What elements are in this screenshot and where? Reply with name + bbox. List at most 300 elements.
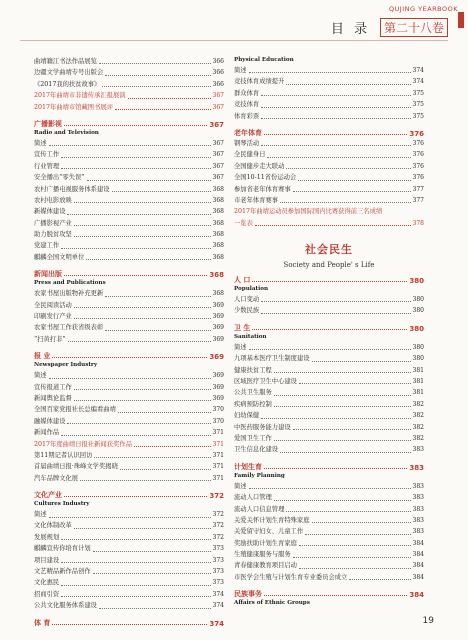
leader-dots [99, 607, 211, 609]
toc-entry-title: 竞技体育 [234, 101, 260, 109]
toc-entry-title: 发展规划 [34, 533, 60, 541]
toc-entry-page: 376 [412, 174, 424, 182]
leader-dots [293, 190, 411, 192]
toc-entry[interactable] [34, 195, 224, 206]
toc-entry[interactable] [234, 99, 424, 110]
leader-dots [61, 167, 210, 169]
toc-entry[interactable] [34, 370, 224, 381]
leader-dots [74, 527, 211, 529]
toc-entry[interactable] [34, 521, 224, 532]
section-page: 376 [409, 129, 424, 138]
leader-dots [249, 71, 411, 73]
leader-dots [274, 499, 411, 501]
toc-entry-page: 370 [212, 417, 224, 425]
toc-entry-page: 378 [412, 219, 424, 227]
toc-entry-page: 368 [212, 185, 224, 193]
toc-left-column [34, 56, 224, 628]
toc-entry-title: 关爱留守妇女、儿童工作 [234, 528, 304, 536]
toc-entry-page: 381 [412, 378, 424, 386]
leader-dots [299, 567, 411, 569]
toc-section [234, 461, 424, 584]
toc-entry-page: 382 [412, 412, 424, 420]
leader-dots [61, 595, 210, 597]
toc-entry-title: 招商引资 [34, 590, 60, 598]
toc-entry-page: 368 [212, 208, 224, 216]
toc-entry[interactable] [34, 555, 224, 566]
toc-section [34, 489, 224, 612]
toc-entry-title: 新媒体建设 [34, 208, 66, 216]
toc-entry-page: 376 [412, 162, 424, 170]
toc-entry-page: 367 [212, 139, 224, 147]
toc-entry-title: 生殖健康服务与服务 [234, 551, 291, 559]
leader-dots [64, 496, 207, 497]
toc-entry[interactable] [34, 461, 224, 472]
toc-entry-page: 366 [212, 57, 224, 65]
toc-entry[interactable] [34, 102, 224, 113]
leader-dots [249, 348, 411, 350]
toc-entry-page: 372 [212, 522, 224, 530]
toc-entry-page: 368 [212, 219, 224, 227]
toc-entry-page: 369 [212, 383, 224, 391]
toc-entry[interactable] [34, 56, 224, 67]
leader-dots [261, 312, 410, 314]
leader-dots [61, 156, 210, 158]
leader-dots [305, 533, 410, 535]
toc-entry-page: 382 [412, 423, 424, 431]
toc-entry-title: 疾病预防控制 [234, 400, 272, 408]
section-heading[interactable] [34, 268, 224, 279]
toc-entry[interactable] [34, 172, 224, 183]
toc-entry[interactable] [34, 543, 224, 554]
toc-entry[interactable] [34, 67, 224, 78]
section-english-title: Cultures Industry [34, 501, 90, 508]
toc-entry-page: 383 [412, 516, 424, 524]
toc-entry[interactable] [34, 161, 224, 172]
toc-entry-page: 371 [212, 463, 224, 471]
leader-dots [67, 213, 210, 215]
yearbook-brand: QUJING YEARBOOK [388, 5, 458, 13]
toc-entry-page: 371 [212, 451, 224, 459]
chapter-heading [234, 241, 424, 269]
toc-entry-title: 一览表 [234, 219, 253, 227]
toc-entry[interactable] [234, 111, 424, 122]
leader-dots [299, 544, 411, 546]
toc-entry-title: 农家书屋工作获省级表彰 [34, 324, 104, 332]
leader-dots [61, 584, 210, 586]
leader-dots [252, 281, 407, 282]
section-english-title: Affairs of Ethnic Groups [234, 600, 310, 607]
toc-entry[interactable] [34, 439, 224, 450]
leader-dots [49, 516, 211, 518]
section-heading[interactable] [34, 617, 224, 628]
toc-entry[interactable] [234, 572, 424, 583]
toc-entry-page: 374 [212, 590, 224, 598]
toc-entry-title: 2017年度曲靖日报社新闻获奖作品 [34, 440, 132, 448]
leader-dots [68, 340, 211, 342]
toc-entry-title: 简述 [34, 139, 47, 147]
section-english-title: Press and Publications [34, 280, 106, 287]
toc-entry[interactable] [234, 444, 424, 455]
leader-dots [74, 235, 211, 237]
toc-entry-title: 爱国卫生工作 [234, 434, 272, 442]
section-english-title: Population [234, 286, 269, 293]
volume-label: 第二十八卷 [380, 18, 448, 37]
leader-dots [261, 144, 410, 146]
leader-dots [267, 156, 410, 158]
toc-entry[interactable] [234, 376, 424, 387]
toc-entry-title: 党建工作 [34, 242, 60, 250]
section-heading[interactable] [234, 274, 424, 285]
section-page: 380 [409, 324, 424, 333]
toc-entry-page: 377 [412, 196, 424, 204]
leader-dots [52, 624, 207, 625]
toc-entry[interactable] [234, 184, 424, 195]
toc-entry[interactable] [34, 79, 224, 90]
toc-entry[interactable] [34, 473, 224, 484]
leader-dots [349, 578, 410, 580]
toc-entry-page: 367 [212, 162, 224, 170]
toc-entry[interactable] [234, 65, 424, 76]
section-title: 报 业 [34, 352, 51, 361]
toc-entry-title: 青春健康教育项目启动 [234, 562, 297, 570]
toc-entry[interactable] [34, 311, 224, 322]
toc-entry[interactable] [234, 515, 424, 526]
toc-entry-title: 农家书屋出版物补充更新 [34, 290, 104, 298]
toc-entry[interactable] [34, 382, 224, 393]
contents-title: 目 录 [330, 22, 370, 37]
toc-entry[interactable] [234, 138, 424, 149]
toc-entry[interactable] [34, 252, 224, 263]
leader-dots [298, 179, 410, 181]
toc-entry-title: 项目建设 [34, 556, 60, 564]
toc-entry-page: 380 [412, 355, 424, 363]
toc-entry-title: 2017年曲靖运动员参加国际国内比赛获得前三名成绩 [234, 208, 383, 216]
header-divider [20, 40, 448, 41]
toc-entry-title: 全民健身日 [234, 151, 266, 159]
leader-dots [120, 468, 211, 470]
toc-entry[interactable] [234, 410, 424, 421]
toc-entry-page: 370 [212, 406, 224, 414]
toc-entry-title: 汽车品牌文化展 [34, 474, 79, 482]
toc-section [34, 617, 224, 628]
toc-entry[interactable] [234, 422, 424, 433]
section-heading[interactable] [34, 489, 224, 500]
section-page: 374 [209, 619, 224, 628]
toc-entry[interactable] [234, 561, 424, 572]
toc-entry-page: 366 [212, 69, 224, 77]
leader-dots [67, 422, 210, 424]
toc-entry-page: 376 [412, 151, 424, 159]
leader-dots [274, 439, 411, 441]
toc-entry-title: 妇幼保健 [234, 412, 260, 420]
toc-entry-page: 369 [212, 394, 224, 402]
toc-entry-page: 375 [412, 101, 424, 109]
header-title [331, 18, 448, 37]
toc-entry-title: 体育彩票 [234, 112, 260, 120]
leader-dots [274, 371, 411, 373]
toc-entry[interactable] [34, 90, 224, 101]
toc-section [234, 322, 424, 456]
toc-entry-title: 钢琴活动 [234, 139, 260, 147]
leader-dots [261, 94, 410, 96]
section-page: 369 [209, 353, 224, 362]
section-page: 384 [409, 591, 424, 600]
toc-entry[interactable] [34, 229, 224, 240]
toc-entry-page: 380 [412, 343, 424, 351]
toc-entry[interactable] [234, 218, 424, 229]
toc-entry[interactable] [234, 195, 424, 206]
year-badge [458, 12, 464, 28]
leader-dots [49, 377, 211, 379]
leader-dots [128, 97, 211, 99]
toc-entry-title: 群众体育 [234, 89, 260, 97]
toc-entry-title: 《2017我的扶贫故事》 [34, 80, 101, 88]
toc-entry-title: 广播影视产业 [34, 219, 72, 227]
toc-entry[interactable] [234, 161, 424, 172]
toc-entry-title: 简述 [234, 343, 247, 351]
toc-entry-page: 367 [212, 174, 224, 182]
toc-entry[interactable] [34, 393, 224, 404]
toc-entry[interactable] [234, 88, 424, 99]
page-number: 19 [422, 616, 434, 626]
leader-dots [61, 538, 210, 540]
toc-entry-title: 全国百家党报社长总编看曲靖 [34, 406, 116, 414]
toc-entry-title: 全民阅读活动 [34, 301, 72, 309]
toc-entry[interactable] [34, 206, 224, 217]
toc-entry[interactable] [234, 492, 424, 503]
leader-dots [252, 329, 407, 330]
toc-entry-title: 卫生信息化建设 [234, 446, 279, 454]
toc-entry[interactable] [34, 138, 224, 149]
toc-entry[interactable] [234, 549, 424, 560]
toc-entry[interactable] [34, 322, 224, 333]
toc-entry-title: 流动人口管理 [234, 494, 272, 502]
toc-entry-page: 383 [412, 494, 424, 502]
section-heading[interactable] [234, 127, 424, 138]
toc-entry[interactable] [34, 509, 224, 520]
section-page: 380 [409, 277, 424, 286]
toc-entry-title: 曲靖籍江书法作品展览 [34, 57, 97, 65]
toc-entry-page: 372 [212, 511, 224, 519]
page-header [0, 0, 468, 52]
toc-entry-title: 少数民族 [234, 307, 260, 315]
section-english-title: Radio and Television [34, 129, 99, 136]
toc-entry-page: 384 [412, 562, 424, 570]
toc-entry-page: 380 [412, 296, 424, 304]
leader-dots [280, 451, 410, 453]
leader-dots [61, 561, 210, 563]
toc-entry-page: 368 [212, 253, 224, 261]
toc-entry-page: 384 [412, 539, 424, 547]
toc-entry[interactable] [34, 566, 224, 577]
toc-entry-page: 374 [412, 66, 424, 74]
leader-dots [87, 179, 211, 181]
toc-entry-page: 373 [212, 545, 224, 553]
toc-entry[interactable] [234, 294, 424, 305]
leader-dots [264, 595, 407, 596]
toc-entry-page: 368 [212, 290, 224, 298]
toc-entry[interactable] [234, 172, 424, 183]
toc-entry[interactable] [234, 305, 424, 316]
toc-entry-page: 376 [412, 139, 424, 147]
leader-dots [264, 134, 407, 135]
leader-dots [312, 360, 411, 362]
toc-entry-title: 简述 [234, 66, 247, 74]
toc-entry-title: 文艺精品新作品创作 [34, 568, 91, 576]
toc-entry-title: 中医药服务能力建设 [234, 423, 291, 431]
toc-entry[interactable] [34, 149, 224, 160]
toc-entry[interactable] [234, 504, 424, 515]
toc-entry[interactable] [234, 149, 424, 160]
toc-entry[interactable] [34, 240, 224, 251]
toc-entry-page: 375 [412, 112, 424, 120]
toc-entry-title: 竞技体育成绩提升 [234, 78, 285, 86]
toc-entry-page: 377 [412, 185, 424, 193]
toc-entry[interactable] [34, 589, 224, 600]
toc-entry-title: 行业管理 [34, 162, 60, 170]
leader-dots [293, 556, 411, 558]
toc-right-column [234, 56, 424, 608]
toc-section [34, 118, 224, 263]
toc-entry[interactable] [34, 404, 224, 415]
toc-entry-page: 374 [412, 78, 424, 86]
section-heading[interactable] [234, 588, 424, 599]
toc-entry-page: 369 [212, 335, 224, 343]
leader-dots [49, 144, 211, 146]
toc-entry-title: 2017年曲靖市馆藏图书展评 [34, 103, 113, 111]
toc-entry[interactable] [234, 365, 424, 376]
toc-entry-page: 371 [212, 440, 224, 448]
toc-entry-title: 参加省老年体育赛事 [234, 185, 291, 193]
leader-dots [299, 382, 411, 384]
toc-entry-title: 宣传工作 [34, 151, 60, 159]
section-page: 368 [209, 271, 224, 280]
toc-entry-page: 381 [412, 389, 424, 397]
toc-entry-page: 374 [212, 602, 224, 610]
toc-entry-page: 384 [412, 573, 424, 581]
leader-dots [112, 190, 211, 192]
section-heading[interactable] [34, 118, 224, 129]
section-title: 计划生育 [234, 462, 262, 471]
toc-entry[interactable] [234, 76, 424, 87]
toc-entry-title: 全国10-11省份运动会 [234, 174, 297, 182]
toc-entry-page: 373 [212, 556, 224, 564]
toc-entry-title: 九项基本医疗卫生制度建设 [234, 355, 310, 363]
leader-dots [280, 201, 410, 203]
leader-dots [105, 74, 210, 76]
leader-dots [102, 85, 210, 87]
leader-dots [74, 399, 211, 401]
toc-entry-title: 边疆文学曲靖专号出版会 [34, 69, 104, 77]
toc-entry[interactable] [34, 532, 224, 543]
toc-entry-title: 区域医疗卫生中心建设 [234, 378, 297, 386]
toc-entry[interactable] [234, 342, 424, 353]
toc-entry-page: 382 [412, 400, 424, 408]
leader-dots [255, 224, 411, 226]
toc-entry[interactable] [34, 218, 224, 229]
toc-entry[interactable] [34, 600, 224, 611]
toc-entry-page: 381 [412, 366, 424, 374]
toc-entry-page: 369 [212, 324, 224, 332]
toc-entry-page: 383 [412, 505, 424, 513]
toc-entry-title: 健康扶贫工程 [234, 366, 272, 374]
leader-dots [52, 357, 207, 358]
section-title: 广播影视 [34, 119, 62, 128]
section-title: 民族事务 [234, 590, 262, 599]
toc-entry[interactable] [234, 387, 424, 398]
section-page: 367 [209, 120, 224, 129]
section-title: 人 口 [234, 276, 251, 285]
leader-dots [99, 62, 211, 64]
toc-entry[interactable] [34, 334, 224, 345]
toc-entry[interactable] [234, 206, 424, 217]
toc-entry-title: 公共卫生服务 [234, 389, 272, 397]
toc-entry-title: 麒麟宣传你培育计划 [34, 545, 91, 553]
toc-entry-page: 380 [412, 307, 424, 315]
section-title: 新闻出版 [34, 270, 62, 279]
toc-entry-title: 简述 [234, 482, 247, 490]
toc-entry[interactable] [234, 526, 424, 537]
toc-entry[interactable] [34, 184, 224, 195]
toc-entry-title: “扫黄打非” [34, 335, 66, 343]
toc-entry[interactable] [234, 433, 424, 444]
toc-section [34, 350, 224, 484]
toc-entry[interactable] [34, 416, 224, 427]
section-heading[interactable] [34, 350, 224, 361]
toc-entry[interactable] [234, 353, 424, 364]
section-english-title: Physical Education [234, 57, 294, 63]
toc-entry[interactable] [34, 300, 224, 311]
toc-entry-page: 383 [412, 446, 424, 454]
leader-dots [261, 117, 410, 119]
leader-dots [64, 125, 207, 126]
toc-entry[interactable] [34, 427, 224, 438]
toc-entry-title: 流动人口信息管理 [234, 505, 285, 513]
leader-dots [74, 388, 211, 390]
section-heading[interactable] [234, 322, 424, 333]
toc-entry-page: 367 [212, 151, 224, 159]
toc-entry-title: 首届曲靖日报·珠峰文学奖揭晓 [34, 463, 118, 471]
toc-entry[interactable] [34, 288, 224, 299]
leader-dots [93, 572, 211, 574]
leader-dots [94, 456, 210, 458]
leader-dots [61, 247, 210, 249]
toc-entry-title: 宣传报道工作 [34, 383, 72, 391]
toc-entry[interactable] [34, 450, 224, 461]
toc-entry[interactable] [34, 577, 224, 588]
toc-entry[interactable] [234, 538, 424, 549]
toc-entry-title: 市老年体育赛事 [234, 196, 279, 204]
toc-entry-title: 人口变动 [234, 296, 260, 304]
toc-entry-title: 关爱关怀计划生育特殊家庭 [234, 516, 310, 524]
toc-entry-title: 文化惠民 [34, 579, 60, 587]
leader-dots [118, 411, 211, 413]
toc-entry-page: 382 [412, 434, 424, 442]
leader-dots [293, 428, 411, 430]
leader-dots [261, 417, 410, 419]
toc-entry-title: 新闻作品 [34, 429, 60, 437]
section-heading[interactable] [234, 461, 424, 472]
toc-entry[interactable] [234, 481, 424, 492]
leader-dots [274, 394, 411, 396]
toc-entry[interactable] [234, 399, 424, 410]
leader-dots [264, 468, 407, 469]
leader-dots [64, 275, 207, 276]
toc-entry-title: 印刷发行产业 [34, 313, 72, 321]
leader-dots [80, 479, 210, 481]
section-english-title: Newspaper Industry [34, 362, 98, 369]
toc-entry-title: 简述 [34, 372, 47, 380]
